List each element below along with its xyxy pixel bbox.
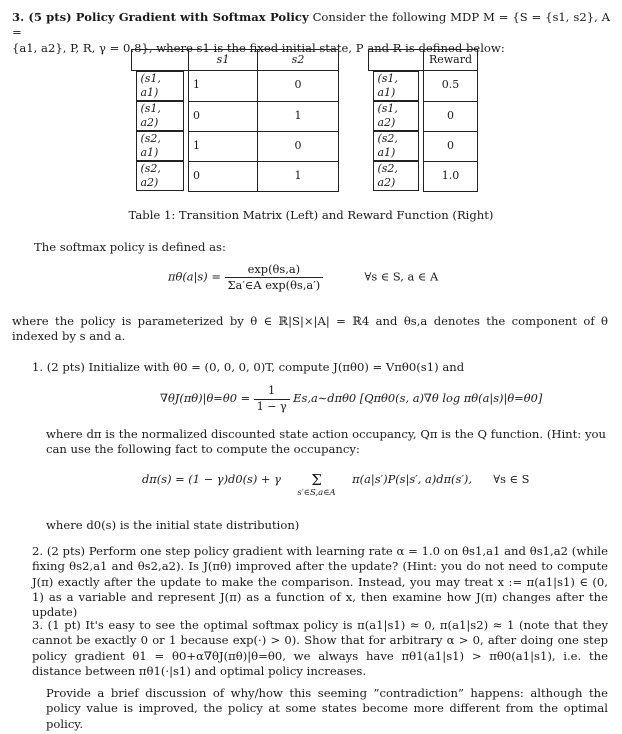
gradient-numerator: 1: [254, 384, 290, 400]
transition-row-label: (s2, a1): [136, 131, 185, 161]
transition-cell: 0: [189, 161, 258, 191]
softmax-lhs: πθ(a|s) =: [168, 269, 221, 284]
reward-corner-cell: [369, 50, 424, 71]
reward-row: [369, 101, 478, 131]
transition-cell: 0: [189, 101, 258, 131]
question-1: 1. (2 pts) Initialize with θ0 = (0, 0, 0, 0)T, compute J(πθ0) = Vπθ0(s1) and: [32, 360, 465, 374]
transition-cell: 0: [258, 131, 339, 161]
reward-row-label: (s2, a2): [373, 161, 420, 191]
transition-row-label-cell: [132, 131, 189, 161]
transition-row-label-cell: [132, 161, 189, 191]
reward-row-label-cell: [369, 71, 424, 102]
transition-row-label-cell: [132, 71, 189, 102]
reward-row: [369, 131, 478, 161]
transition-row: [132, 161, 339, 191]
reward-table: [368, 49, 478, 192]
transition-row: [132, 101, 339, 131]
softmax-condition: ∀s ∈ S, a ∈ A: [364, 269, 439, 284]
transition-cell: 0: [258, 71, 339, 102]
occupancy-condition: ∀s ∈ S: [493, 472, 530, 486]
gradient-denominator: 1 − γ: [256, 399, 287, 413]
transition-cell: 1: [258, 161, 339, 191]
question-2: 2. (2 pts) Perform one step policy gradient with learning rate α = 1.0 on θs1,a1 and θs1,a2 (while fixing θs2,a1 and θs2,a2). Is J(πθ) improved after the update? (Hint: you do not need to compute J(π) exactly after the update to make the comparison. Instead, you may treat x := π(a1|s1) ∈ (0, 1) as a variable and represent J(π) as a function of x, then examine how J(π) changes after the update): [32, 544, 608, 620]
reward-cell: 0: [424, 131, 478, 161]
transition-col-header: s1: [189, 50, 258, 71]
param-text: where the policy is parameterized by θ ∈ ℝ|S|×|A| = ℝ4 and θs,a denotes the component of θ indexed by s and a.: [12, 314, 608, 344]
problem-intro-line2: {a1, a2}, P, R, γ = 0.8}, where s1 is the fixed initial state, P and R is defined below:: [12, 40, 505, 55]
reward-row-label-cell: [369, 161, 424, 191]
problem-title: 3. (5 pts) Policy Gradient with Softmax Policy: [12, 10, 309, 24]
softmax-fraction: [225, 262, 324, 293]
gradient-formula: [160, 384, 542, 414]
sum-symbol: Σ: [311, 471, 322, 489]
transition-table: [131, 49, 339, 192]
gradient-rhs: Es,a∼dπθ0 [Qπθ0(s, a)∇θ log πθ(a|s)|θ=θ0]: [293, 391, 543, 406]
reward-row-label: (s1, a1): [373, 71, 420, 101]
table-caption: Table 1: Transition Matrix (Left) and Reward Function (Right): [128, 208, 494, 222]
reward-row: [369, 71, 478, 102]
transition-row-label: (s2, a2): [136, 161, 185, 191]
reward-row-label: (s2, a1): [373, 131, 420, 161]
gradient-lhs: ∇θJ(πθ)|θ=θ0 =: [160, 391, 251, 406]
reward-cell: 0: [424, 101, 478, 131]
occupancy-lhs: dπ(s) = (1 − γ)d0(s) + γ: [142, 472, 281, 486]
d0-text: where d0(s) is the initial state distribution): [46, 518, 300, 532]
transition-col-header: s2: [258, 50, 339, 71]
transition-row-label: (s1, a1): [136, 71, 185, 101]
reward-header: Reward: [424, 50, 478, 71]
reward-cell: 0.5: [424, 71, 478, 102]
reward-row-label-cell: [369, 101, 424, 131]
occupancy-rhs: π(a|s′)P(s|s′, a)dπ(s′),: [352, 472, 472, 486]
softmax-intro: The softmax policy is defined as:: [34, 240, 226, 254]
reward-header-row: [369, 50, 478, 71]
occupancy-hint: where dπ is the normalized discounted state action occupancy, Qπ is the Q function. (Hint: you can use the following fact to compute the occupancy:: [46, 427, 606, 457]
problem-intro-line1: Consider the following MDP M = {S = {s1, s2}, A =: [12, 10, 610, 40]
reward-row: [369, 161, 478, 191]
gradient-fraction: [254, 384, 290, 414]
transition-row: [132, 131, 339, 161]
transition-row-label-cell: [132, 101, 189, 131]
transition-row: [132, 71, 339, 102]
transition-cell: 1: [189, 131, 258, 161]
occupancy-sum: [285, 472, 349, 498]
transition-header-row: [132, 50, 339, 71]
reward-row-label-cell: [369, 131, 424, 161]
softmax-numerator: exp(θs,a): [225, 262, 324, 278]
sum-subscript: s′∈S,a∈A: [297, 488, 336, 498]
question-3: 3. (1 pt) It's easy to see the optimal softmax policy is π(a1|s1) ≈ 0, π(a1|s2) ≈ 1 (note that they cannot be exactly 0 or 1 because exp(·) > 0). Show that for arbitrary α > 0, after doing one step policy gradient θ1 = θ0+α∇θJ(πθ)|θ=θ0, we always have πθ1(a1|s1) > πθ0(a1|s1), i.e. the distance between πθ1(·|s1) and optimal policy increases.: [32, 618, 608, 678]
reward-row-label: (s1, a2): [373, 101, 420, 131]
transition-cell: 1: [258, 101, 339, 131]
transition-corner-cell: [132, 50, 189, 71]
softmax-denominator: Σa′∈A exp(θs,a′): [227, 278, 321, 293]
question-3-discussion: Provide a brief discussion of why/how this seeming ”contradiction” happens: although the policy value is improved, the policy at some states become more different from the optimal policy.: [46, 686, 608, 731]
occupancy-formula: [142, 472, 529, 498]
transition-row-label: (s1, a2): [136, 101, 185, 131]
softmax-formula: [168, 262, 568, 293]
transition-cell: 1: [189, 71, 258, 102]
reward-cell: 1.0: [424, 161, 478, 191]
